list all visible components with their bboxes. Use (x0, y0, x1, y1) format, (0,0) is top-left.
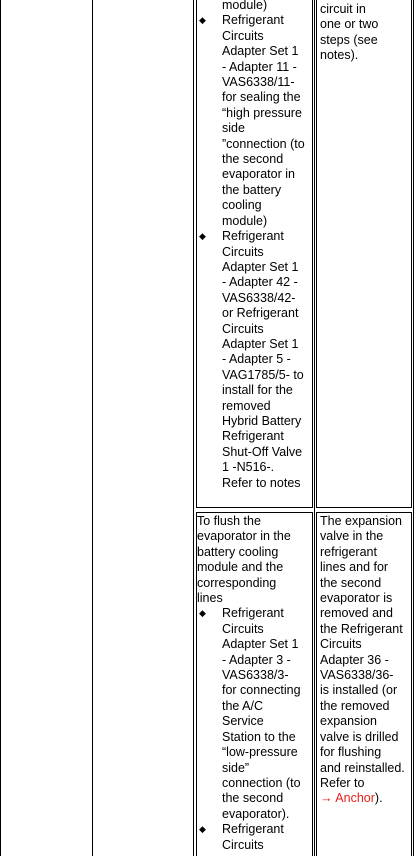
text-line: Adapter Set 1 (222, 637, 299, 652)
text-line: Refer to (320, 775, 365, 790)
text-line: refrigerant (320, 544, 377, 559)
anchor-line (320, 791, 410, 806)
cell-border-r2-top-c3 (196, 512, 313, 513)
text-line: VAG1785/5- to (222, 367, 304, 382)
text-line: is installed (or (320, 683, 398, 698)
text-line: side” (222, 760, 250, 775)
bullet-icon: ◆ (199, 824, 206, 835)
text-line: connection (to (222, 775, 301, 790)
text-line: - Adapter 11 - (222, 59, 297, 74)
text-line: the Refrigerant (320, 621, 403, 636)
text-line: corresponding (197, 575, 277, 590)
text-line: “low-pressure (222, 745, 298, 760)
anchor-suffix: ). (374, 791, 383, 806)
text-line: Circuits (222, 28, 264, 43)
text-line: - Adapter 3 - (222, 652, 291, 667)
text-line: Circuits (222, 244, 264, 259)
text-line: removed (222, 398, 271, 413)
text-line: for sealing the (222, 90, 301, 105)
cell-border-r1c3-right (312, 0, 313, 508)
text-line: evaporator is (320, 591, 393, 606)
text-line: for connecting (222, 683, 301, 698)
row1-notes-cell (320, 2, 410, 64)
cell-border-r2-top-c4 (316, 512, 412, 513)
text-line: - Adapter 42 - (222, 275, 298, 290)
list-item (197, 606, 311, 822)
text-line: or Refrigerant (222, 306, 299, 321)
text-line: Refrigerant (222, 229, 284, 244)
list-item (197, 229, 311, 491)
text-line: Adapter Set 1 (222, 259, 299, 274)
anchor-link[interactable] (320, 791, 375, 805)
text-line: for flushing (320, 745, 382, 760)
text-line: module) (222, 0, 268, 12)
cell-border-r1-bottom-c3 (196, 507, 313, 508)
text-line: VAS6338/11- (222, 75, 295, 90)
text-line: module and the (197, 560, 284, 575)
text-line: lines (197, 591, 223, 606)
text-line: one or two (320, 17, 379, 32)
text-line: the A/C (222, 698, 263, 713)
text-line: circuit in (320, 2, 366, 16)
text-line: Refer to notes (222, 475, 301, 490)
text-line: Circuits (222, 621, 264, 636)
text-line: evaporator). (222, 806, 290, 821)
cell-border-r2c3-right (312, 512, 313, 856)
text-line: module) (222, 213, 268, 228)
text-line: evaporator in the (197, 529, 291, 544)
row2-notes-cell (320, 514, 410, 807)
text-line: Refrigerant (222, 606, 284, 621)
text-line: Adapter 36 - (320, 652, 389, 667)
text-line: evaporator in (222, 167, 295, 182)
text-line: Hybrid Battery (222, 413, 302, 428)
text-line: notes). (320, 48, 359, 63)
text-line: the second (222, 152, 284, 167)
arrow-right-icon: → (320, 791, 333, 806)
list-item-continued (197, 0, 311, 13)
text-line: The expansion (320, 514, 403, 528)
list-item (197, 822, 311, 853)
text-line: lines and for (320, 560, 389, 575)
bullet-icon: ◆ (199, 15, 206, 26)
text-line: VAS6338/42- (222, 290, 296, 305)
bullet-icon: ◆ (199, 608, 206, 619)
text-line: cooling (222, 198, 262, 213)
text-line: valve is drilled (320, 729, 399, 744)
text-line: Refrigerant (222, 822, 284, 837)
cell-border-r1c4-left (316, 0, 317, 508)
text-line: Refrigerant (222, 429, 284, 444)
text-line: ”connection (to (222, 136, 305, 151)
text-line: 1 -N516-. (222, 460, 275, 475)
text-line: the second (320, 575, 382, 590)
text-line: Station to the (222, 729, 296, 744)
list-item (197, 13, 311, 229)
column-divider-2 (193, 0, 194, 856)
column-divider-3 (314, 0, 315, 856)
text-line: Shut-Off Valve (222, 444, 303, 459)
row1-procedure-cell (197, 0, 311, 491)
anchor-link-label: Anchor (335, 791, 375, 806)
text-line: the second (222, 791, 284, 806)
text-line: Adapter Set 1 (222, 336, 299, 351)
table-border-right (413, 0, 414, 856)
text-line: Circuits (320, 637, 362, 652)
text-line: Circuits (222, 321, 264, 336)
cell-border-r2c4-right (411, 512, 412, 856)
text-line: Refrigerant (222, 13, 284, 28)
text-line: steps (see (320, 32, 378, 47)
text-line: Service (222, 714, 264, 729)
text-line: - Adapter 5 - (222, 352, 291, 367)
text-line: Adapter Set 1 (222, 44, 299, 59)
procedure-intro (197, 514, 311, 606)
bullet-icon: ◆ (199, 231, 206, 242)
text-line: install for the (222, 383, 293, 398)
text-line: To flush the (197, 514, 261, 528)
text-line: VAS6338/36- (320, 668, 394, 683)
text-line: side (222, 121, 245, 136)
cell-border-r1-bottom-c4 (316, 507, 412, 508)
text-line: removed and (320, 606, 393, 621)
text-line: the removed (320, 698, 390, 713)
text-line: battery cooling (197, 544, 279, 559)
cell-border-r2c4-left (316, 512, 317, 856)
text-line: and reinstalled. (320, 760, 405, 775)
text-line: “high pressure (222, 105, 302, 120)
text-line: VAS6338/3- (222, 668, 289, 683)
row2-procedure-cell (197, 514, 311, 853)
cell-border-r1c4-right (411, 0, 412, 508)
table-border-left (0, 0, 1, 856)
text-line: the battery (222, 182, 282, 197)
column-divider-1 (92, 0, 93, 856)
text-line: expansion (320, 714, 377, 729)
text-line: Circuits (222, 837, 264, 852)
text-line: valve in the (320, 529, 384, 544)
